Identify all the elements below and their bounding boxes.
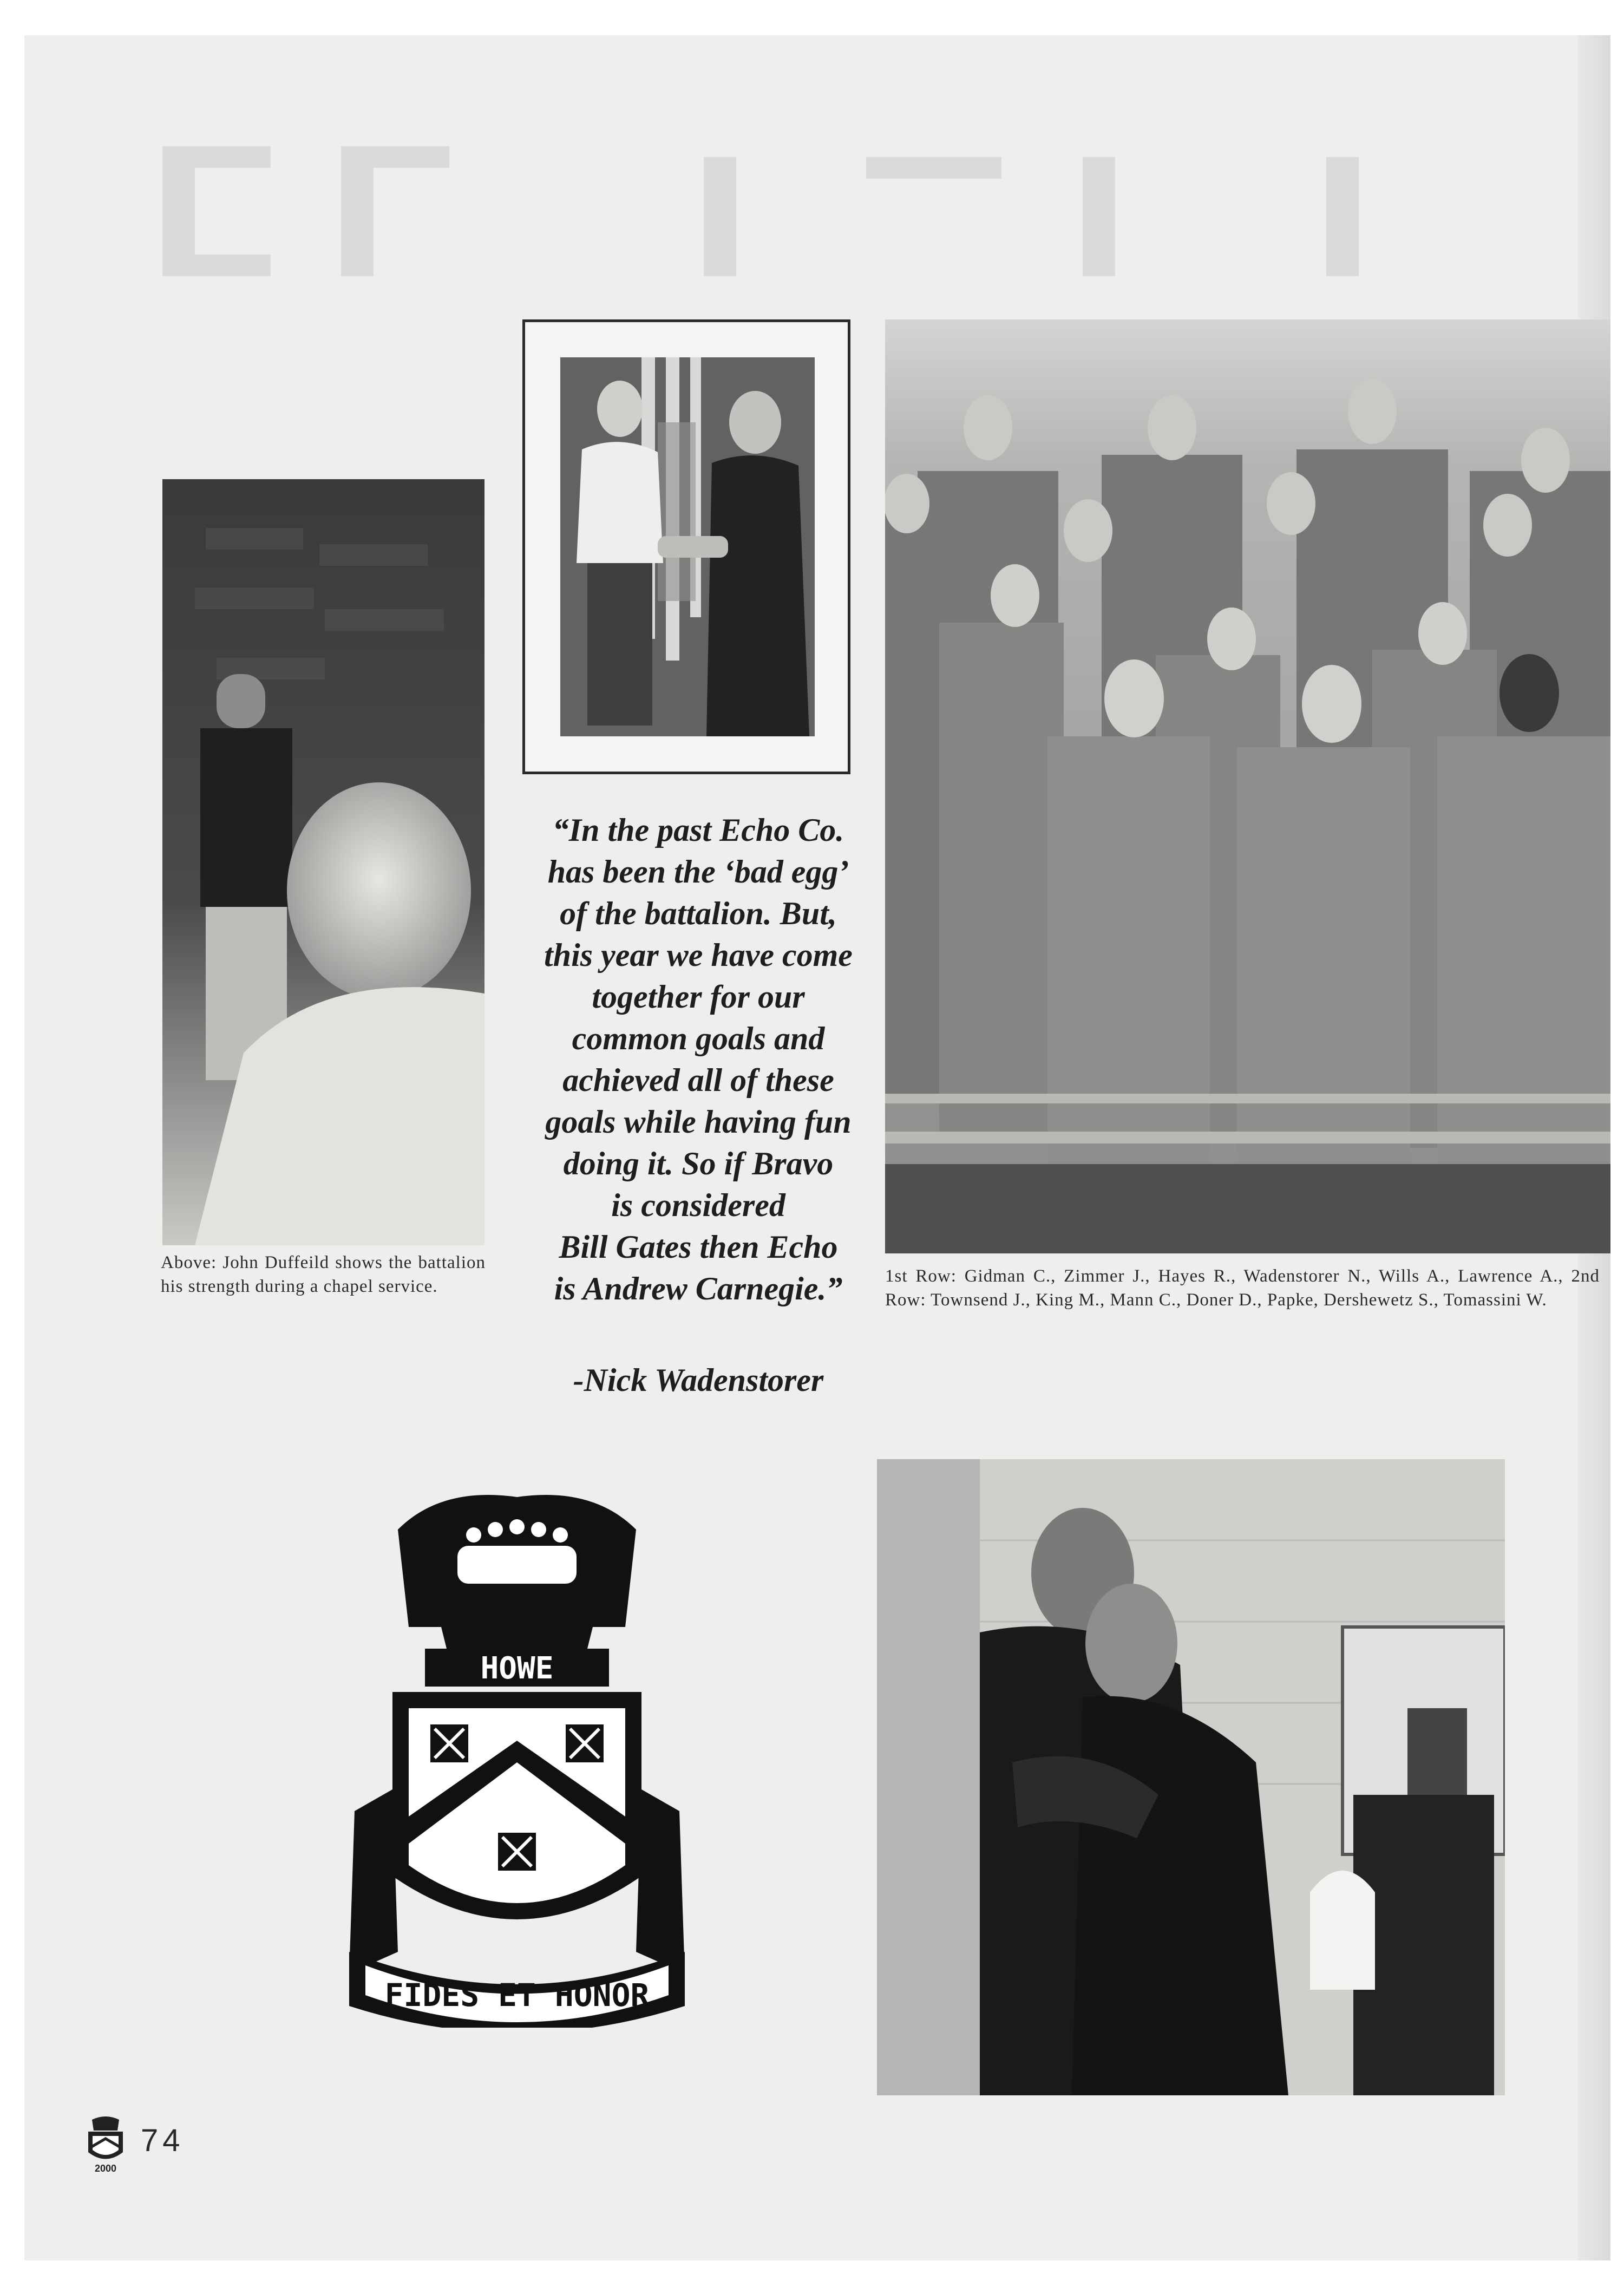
chapel-service-photo [162,479,484,1245]
photo-frame [522,319,850,774]
bleed-through-title [162,125,1570,298]
group-photo-caption: 1st Row: Gidman C., Zimmer J., Hayes R., Wadenstorer N., Wills A., Lawrence A., 2nd Row: Townsend J., King M., Mann C., Doner D., Papke, Dershewetz S., Tomassini W. [885,1266,1600,1310]
yearbook-page [24,35,1610,2260]
quote-line: common goals and [572,1021,825,1056]
quote-line: “In the past Echo Co. [552,812,844,848]
quote-line: Bill Gates then Echo [559,1229,838,1265]
quote-author: -Nick Wadenstorer [573,1362,824,1398]
quote-line: goals while having fun [545,1104,852,1140]
flag-presentation-photo [560,357,815,736]
footer-crest-year: 2000 [94,2163,117,2174]
hug-photo [877,1459,1505,2095]
quote-line: doing it. So if Bravo [563,1146,834,1181]
quote-line: achieved all of these [562,1062,834,1098]
quote-line: this year we have come [544,937,853,973]
page-number: 74 [141,2123,185,2158]
quote-line: together for our [592,979,805,1015]
quote-line: is considered [611,1187,785,1223]
chapel-photo-caption: Above: John Duffeild shows the battalion his strength during a chapel service. [161,1253,486,1296]
quote-line: has been the ‘bad egg’ [547,854,849,890]
company-group-photo [885,319,1610,1253]
crest-motto-text: FIDES ET HONOR [384,1977,650,2014]
pull-quote [509,809,888,1310]
quote-line: is Andrew Carnegie.” [554,1271,843,1306]
footer-crest-icon [84,2114,127,2174]
howe-crest-emblem [333,1486,701,2028]
crest-banner-text: HOWE [480,1651,554,1686]
quote-line: of the battalion. But, [560,896,837,931]
